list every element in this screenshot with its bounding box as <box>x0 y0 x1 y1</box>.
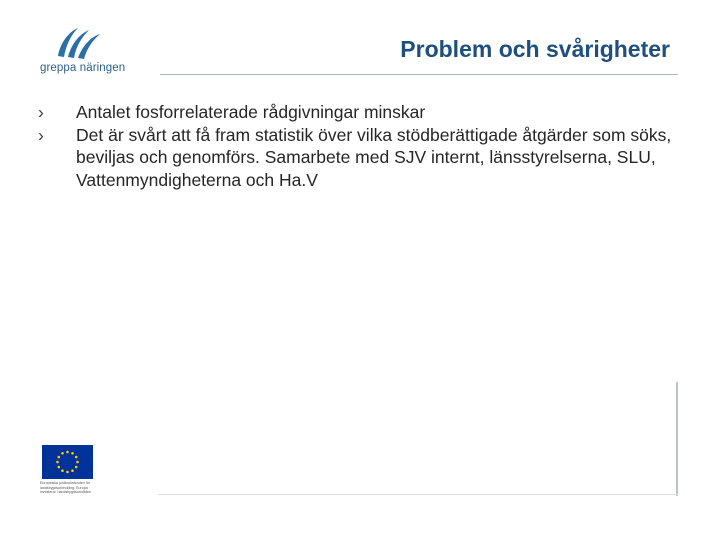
slide-title: Problem och svårigheter <box>400 36 670 62</box>
bullet-list <box>38 101 678 191</box>
greppa-naringen-logo <box>38 26 148 82</box>
bullet-text: Antalet fosforrelaterade rådgivningar minskar <box>76 102 426 122</box>
bottom-divider <box>158 494 678 495</box>
right-divider <box>676 382 678 496</box>
bullet-item <box>38 101 678 124</box>
bullet-text: Det är svårt att få fram statistik över vilka stödberättigade åtgärder som söks, beviljas och genomförs. Samarbete med SJV internt, länsstyrelserna, SLU, Vattenmyndigheterna och Ha.V <box>76 124 672 190</box>
bullet-item <box>38 124 678 192</box>
logo-text: greppa näringen <box>40 62 126 74</box>
bullet-marker: › <box>38 124 44 145</box>
eu-flag-icon <box>42 445 93 479</box>
logo-swoosh-icon <box>54 26 102 60</box>
eu-caption: Europeiska jordbruksfonden för landsbygdsutveckling: Europa investerar i landsbygdsområden <box>40 481 91 495</box>
title-divider <box>160 74 678 75</box>
bullet-marker: › <box>38 102 44 122</box>
